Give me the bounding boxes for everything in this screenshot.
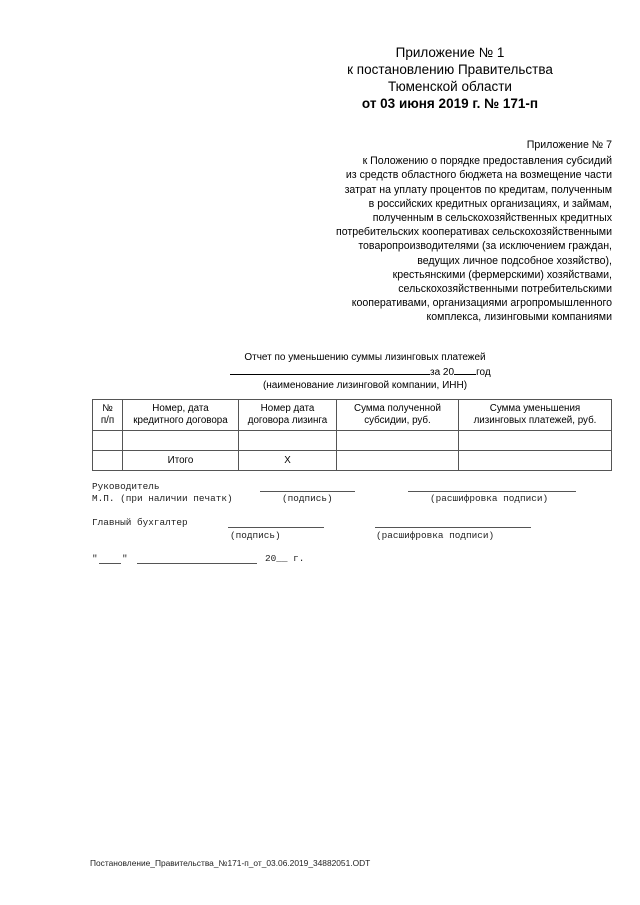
stamp-label: М.П. (при наличии печатк) (92, 493, 233, 504)
report-period-line (230, 364, 500, 379)
table-cell[interactable] (239, 431, 337, 451)
table-cell[interactable] (123, 431, 239, 451)
total-x-cell: X (239, 451, 337, 471)
appendix-1-resolution-date: от 03 июня 2019 г. № 171-п (361, 96, 539, 111)
table-cell[interactable] (459, 431, 612, 451)
year-blank[interactable] (454, 364, 476, 375)
date-year: 20__ г. (265, 553, 305, 564)
total-label-cell: Итого (123, 451, 239, 471)
col-header-leasing-agreement: Номер дата договора лизинга (239, 400, 337, 431)
head-decode-line[interactable] (408, 491, 576, 492)
report-title: Отчет по уменьшению суммы лизинговых платежей (244, 352, 486, 363)
appendix-7-line: ведущих личное подсобное хозяйство), (417, 254, 612, 267)
company-caption: (наименование лизинговой компании, ИНН) (262, 380, 468, 391)
appendix-7-line: из средств областного бюджета на возмещение части (345, 169, 612, 182)
table-cell[interactable] (93, 451, 123, 471)
date-close-quote: " (122, 553, 128, 564)
appendix-1-line2: к постановлению Правительства (347, 62, 553, 77)
appendix-7-line: кооперативами, организациями агропромышленного (351, 297, 612, 310)
appendix-1-title: Приложение № 1 (395, 45, 505, 60)
appendix-7-line: полученным в сельскохозяйственных кредитных (372, 212, 612, 225)
appendix-7-line: в российских кредитных организациях, и займам, (368, 197, 612, 210)
accountant-signature-line[interactable] (228, 527, 324, 528)
col-header-number: № п/п (93, 400, 123, 431)
document-filename: Постановление_Правительства_№171-п_от_03.06.2019_34882051.ODT (90, 858, 371, 868)
col-header-payment-reduction: Сумма уменьшения лизинговых платежей, руб. (459, 400, 612, 431)
table-total-row (93, 451, 612, 471)
appendix-7-header (272, 138, 612, 325)
col-header-subsidy-amount: Сумма полученной субсидии, руб. (337, 400, 459, 431)
appendix-7-line: сельскохозяйственными потребительскими (398, 283, 612, 296)
appendix-7-line: Приложение № 7 (526, 139, 612, 151)
head-signature-caption: (подпись) (282, 493, 333, 504)
appendix-7-line: к Положению о порядке предоставления субсидий (362, 155, 612, 168)
chief-accountant-label: Главный бухгалтер (92, 517, 188, 528)
accountant-decode-caption: (расшифровка подписи) (376, 530, 495, 541)
appendix-7-line: товаропроизводителями (за исключением граждан, (358, 240, 612, 253)
table-cell[interactable] (93, 431, 123, 451)
date-day-blank[interactable] (99, 563, 121, 564)
appendix-7-line: комплекса, лизинговыми компаниями (426, 311, 612, 324)
company-name-blank[interactable] (230, 364, 430, 375)
appendix-1-header (300, 44, 600, 112)
head-signature-line[interactable] (260, 491, 355, 492)
col-header-credit-agreement: Номер, дата кредитного договора (123, 400, 239, 431)
table-row (93, 431, 612, 451)
accountant-signature-caption: (подпись) (230, 530, 281, 541)
appendix-7-line: затрат на уплату процентов по кредитам, полученным (344, 183, 612, 196)
date-open-quote: " (92, 553, 98, 564)
total-subsidy-cell[interactable] (337, 451, 459, 471)
date-month-blank[interactable] (137, 563, 257, 564)
table-cell[interactable] (337, 431, 459, 451)
appendix-1-line3: Тюменской области (388, 79, 512, 94)
report-table (92, 399, 612, 471)
for-year-suffix: год (476, 367, 491, 378)
appendix-7-line: потребительских кооперативах сельскохозяйственными (336, 226, 612, 239)
report-heading (230, 351, 500, 392)
table-header-row (93, 400, 612, 431)
head-decode-caption: (расшифровка подписи) (430, 493, 549, 504)
total-reduction-cell[interactable] (459, 451, 612, 471)
accountant-decode-line[interactable] (375, 527, 531, 528)
for-year-prefix: за 20 (430, 367, 455, 378)
head-label: Руководитель (92, 481, 160, 492)
appendix-7-line: крестьянскими (фермерскими) хозяйствами, (392, 268, 612, 281)
